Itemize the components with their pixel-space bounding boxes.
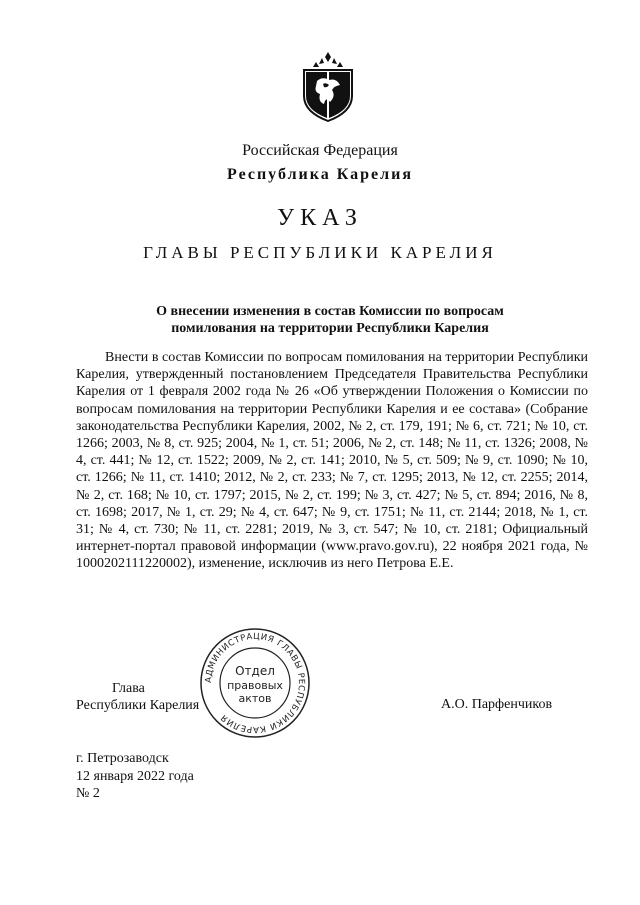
decree-date: 12 января 2022 года	[76, 768, 194, 784]
city: г. Петрозаводск	[76, 751, 169, 766]
decree-number: № 2	[76, 786, 100, 801]
document-footer	[76, 750, 194, 803]
republic-name: Республика Карелия	[227, 166, 413, 183]
subject-line-2: помилования на территории Республики Карелия	[171, 321, 489, 336]
signatory-title	[76, 680, 199, 714]
signatory-name: А.О. Парфенчиков	[441, 697, 553, 712]
signatory-title-line-1: Глава	[112, 681, 145, 696]
decree-subject	[140, 303, 520, 337]
official-stamp	[199, 627, 311, 739]
document-type: УКАЗ	[277, 205, 363, 231]
stamp-line-1: Отдел	[235, 664, 275, 678]
subject-line-1: О внесении изменения в состав Комиссии по вопросам	[156, 304, 504, 319]
decree-body: Внести в состав Комиссии по вопросам помилования на территории Республики Карелия, утвержденный постановлением Председателя Правительства Республики Карелия от 1 февраля 2002 года № 26 «Об утверждении Положения о Комиссии по вопросам помилования на территории Республики Карелия и ее состава» (Собрание законодательства Республики Карелия, 2002, № 2, ст. 179, 191; № 6, ст. 721; № 10, ст. 1266; 2003, № 8, ст. 925; 2004, № 1, ст. 51; 2006, № 2, ст. 148; № 11, ст. 1326; 2008, № 4, ст. 441; № 12, ст. 1522; 2009, № 2, ст. 141; 2010, № 5, ст. 509; № 9, ст. 1090; № 10, ст. 1266; № 11, ст. 1410; 2012, № 2, ст. 233; № 7, ст. 1295; 2013, № 12, ст. 2255; 2014, № 2, ст. 168; № 10, ст. 1797; 2015, № 2, ст. 199; № 3, ст. 427; № 5, ст. 894; 2016, № 8, ст. 1698; 2017, № 1, ст. 29; № 4, ст. 647; № 9, ст. 1751; № 11, ст. 2144; 2018, № 1, ст. 31; № 4, ст. 730; № 11, ст. 2281; 2019, № 3, ст. 547; № 10, ст. 2181; Официальный интернет-портал правовой информации (www.pravo.gov.ru), 22 ноября 2021 года, № 1000202111220002), изменение, исключив из него Петрова Е.Е.	[76, 350, 588, 572]
signatory-title-line-2: Республики Карелия	[76, 698, 200, 713]
stamp-line-2: правовых	[227, 679, 283, 692]
country-name: Российская Федерация	[242, 142, 398, 159]
stamp-ring-text: АДМИНИСТРАЦИЯ ГЛАВЫ РЕСПУБЛИКИ КАРЕЛИЯ	[203, 631, 307, 735]
coat-of-arms-icon	[300, 52, 356, 122]
stamp-line-3: актов	[238, 692, 272, 705]
issuer-title: ГЛАВЫ РЕСПУБЛИКИ КАРЕЛИЯ	[143, 243, 497, 262]
